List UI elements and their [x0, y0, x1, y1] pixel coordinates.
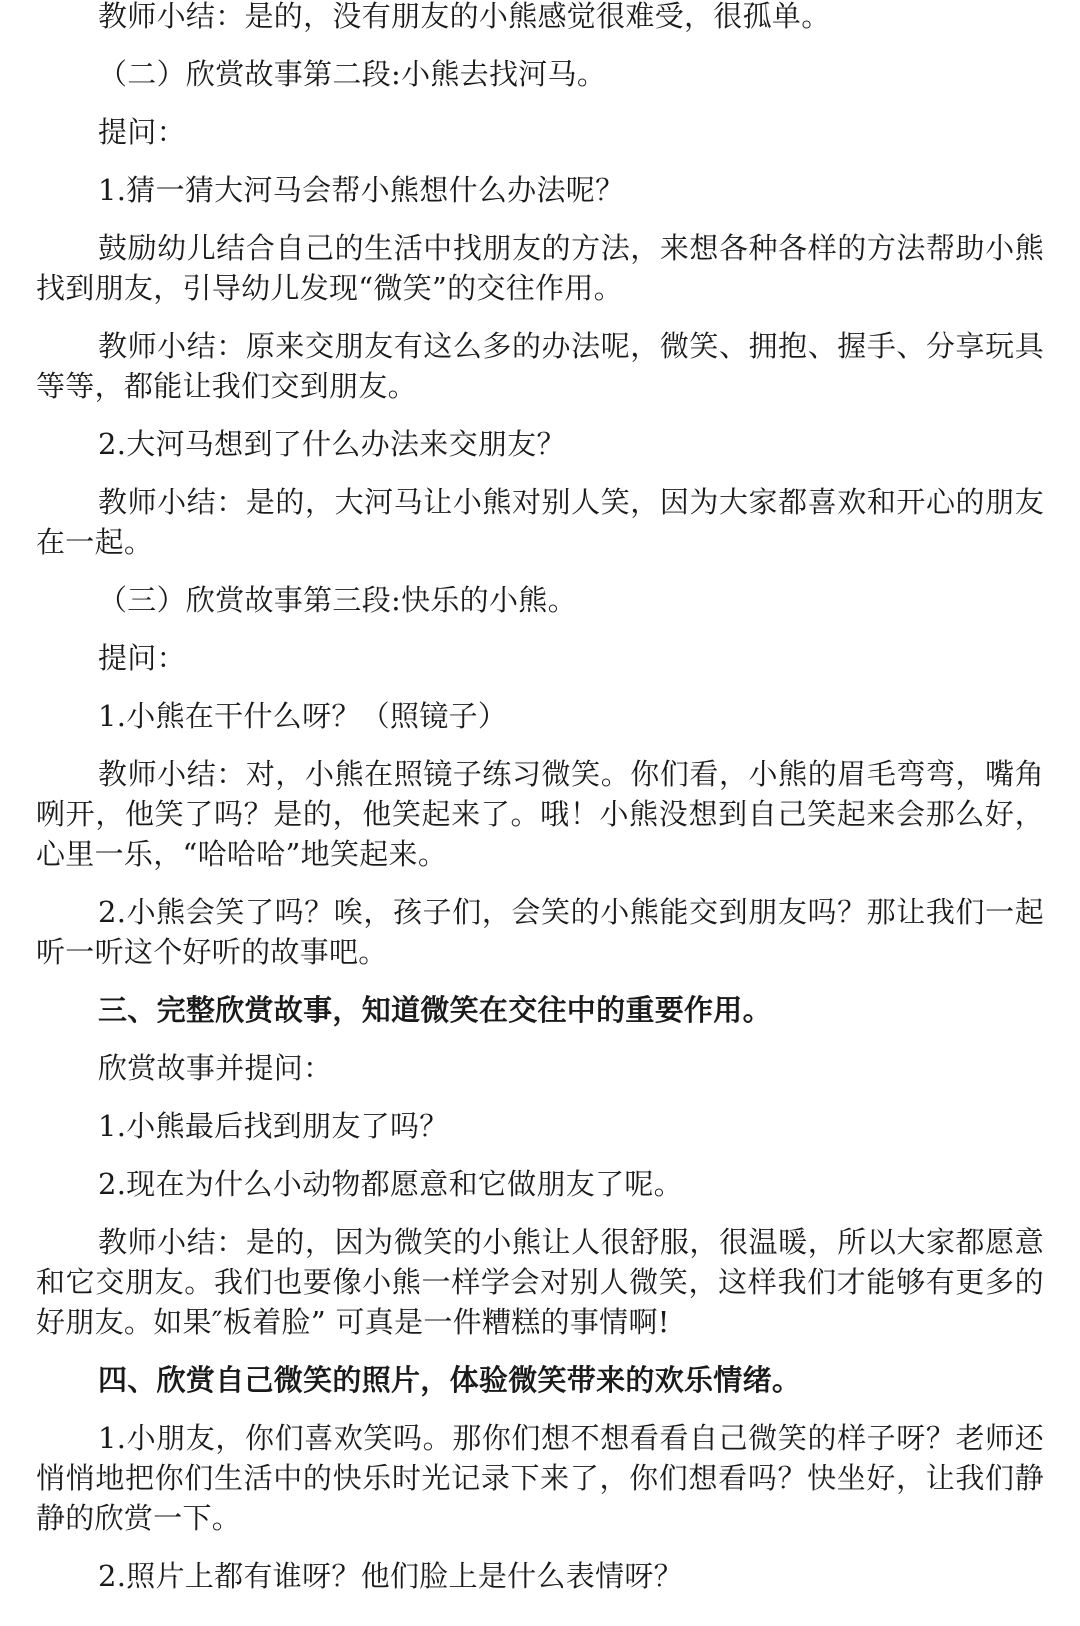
- paragraph: 欣赏故事并提问：: [98, 1051, 333, 1085]
- paragraph: 教师小结：是的，大河马让小熊对别人笑，因为大家都喜欢和开心的朋友在一起。: [36, 485, 1044, 559]
- list-item: 2.大河马想到了什么办法来交朋友？: [98, 427, 566, 461]
- list-item: 1.小熊最后找到朋友了吗？: [98, 1109, 449, 1143]
- paragraph: 教师小结：是的，因为微笑的小熊让人很舒服，很温暖，所以大家都愿意和它交朋友。我们也要像小熊一样学会对别人微笑，这样我们才能够有更多的好朋友。如果″板着脸” 可真是一件糟糕的事情啊!: [36, 1225, 1044, 1339]
- list-item: 1.小熊在干什么呀？（照镜子）: [98, 699, 508, 733]
- list-item: 2.照片上都有谁呀？他们脸上是什么表情呀？: [98, 1559, 683, 1593]
- list-item: 1.小朋友，你们喜欢笑吗。那你们想不想看看自己微笑的样子呀？老师还悄悄地把你们生活中的快乐时光记录下来了，你们想看吗？快坐好，让我们静静的欣赏一下。: [36, 1421, 1044, 1535]
- list-item: 1.猜一猜大河马会帮小熊想什么办法呢？: [98, 173, 625, 207]
- section-heading-bold: 四、欣赏自己微笑的照片，体验微笑带来的欢乐情绪。: [98, 1363, 802, 1397]
- paragraph: 提问：: [98, 115, 186, 149]
- list-item: 2.小熊会笑了吗？唉，孩子们，会笑的小熊能交到朋友吗？那让我们一起听一听这个好听的故事吧。: [36, 895, 1044, 969]
- section-heading: （二）欣赏故事第二段:小熊去找河马。: [98, 57, 607, 91]
- section-heading-bold: 三、完整欣赏故事，知道微笑在交往中的重要作用。: [98, 993, 772, 1027]
- section-heading: （三）欣赏故事第三段:快乐的小熊。: [98, 583, 577, 617]
- paragraph: 教师小结：对，小熊在照镜子练习微笑。你们看，小熊的眉毛弯弯，嘴角咧开，他笑了吗？是的，他笑起来了。哦！小熊没想到自己笑起来会那么好，心里一乐，“哈哈哈”地笑起来。: [36, 757, 1044, 871]
- paragraph: 教师小结：原来交朋友有这么多的办法呢，微笑、拥抱、握手、分享玩具等等，都能让我们交到朋友。: [36, 329, 1044, 403]
- paragraph: 鼓励幼儿结合自己的生活中找朋友的方法，来想各种各样的方法帮助小熊找到朋友，引导幼儿发现“微笑”的交往作用。: [36, 231, 1044, 305]
- list-item: 2.现在为什么小动物都愿意和它做朋友了呢。: [98, 1167, 683, 1201]
- paragraph: 教师小结：是的，没有朋友的小熊感觉很难受，很孤单。: [98, 0, 831, 33]
- paragraph: 提问：: [98, 641, 186, 675]
